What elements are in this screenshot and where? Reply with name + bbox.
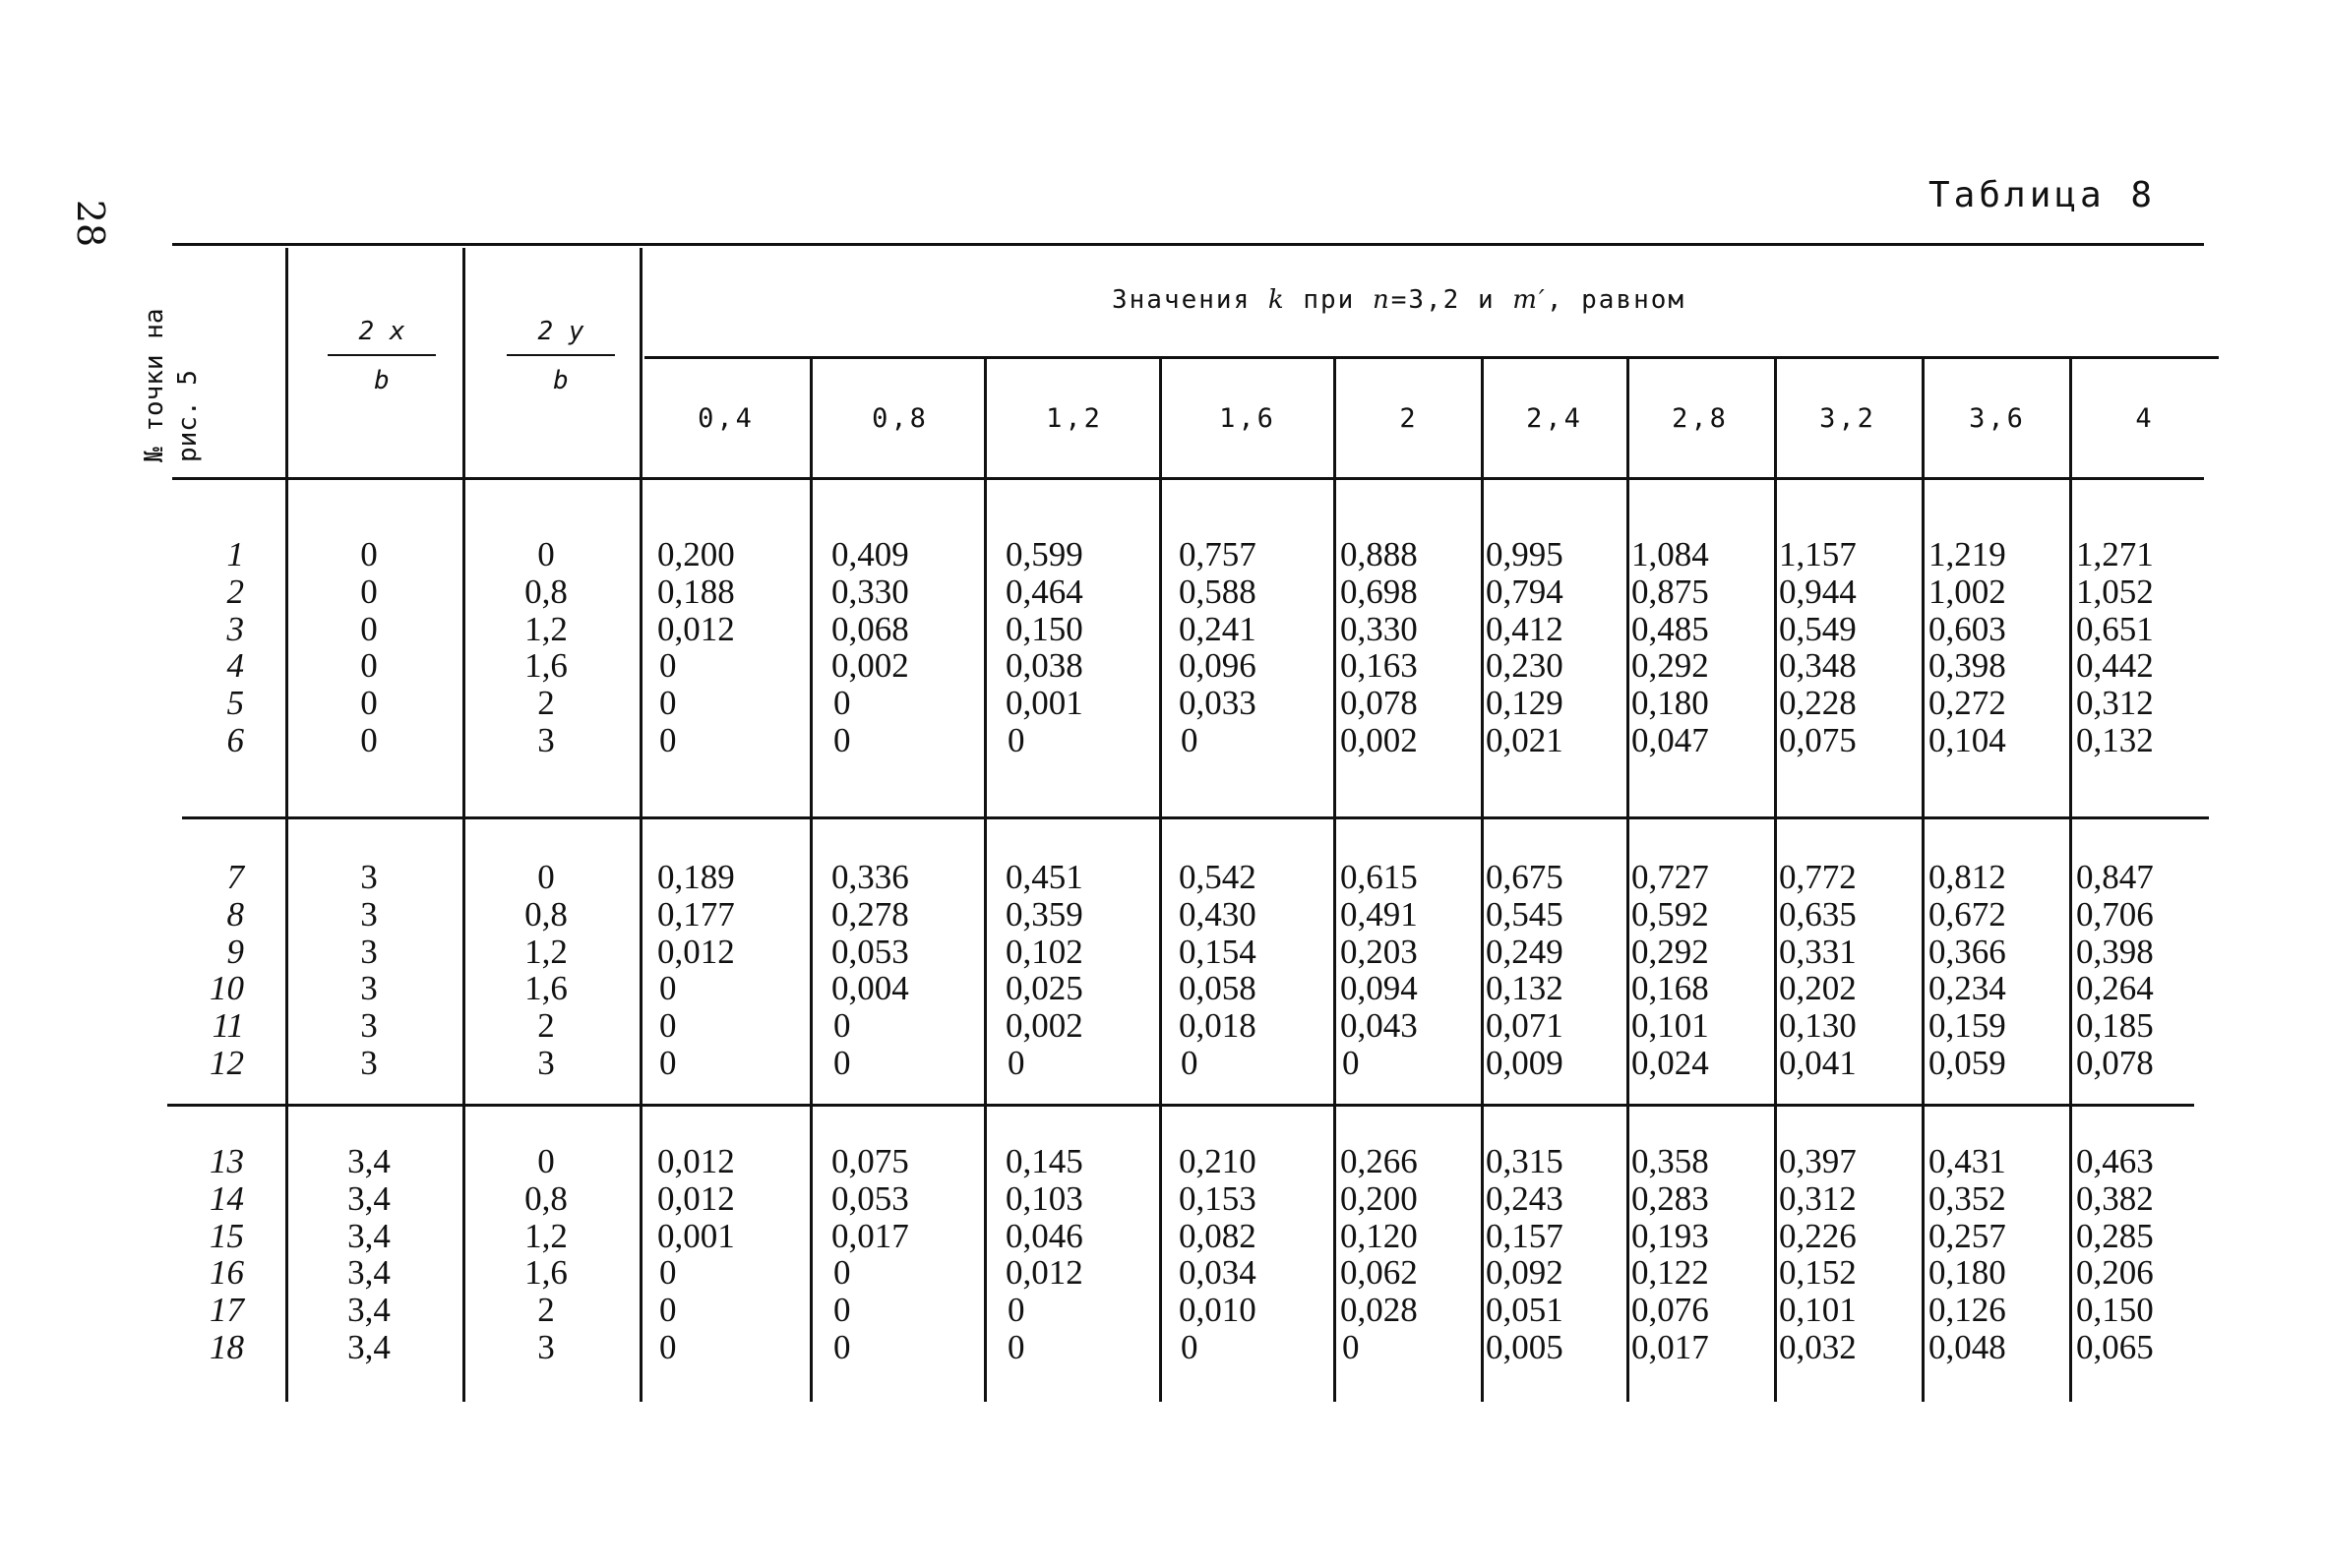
k-value: 0,159 (1928, 1006, 2006, 1046)
y-ratio-value: 1,6 (524, 646, 568, 686)
k-value: 0,163 (1340, 646, 1418, 686)
k-value: 0,017 (831, 1216, 909, 1255)
k-values-group-header: Значения k при n=3,2 и m′, равном (1112, 285, 1686, 315)
k-value: 0,104 (1928, 721, 2006, 759)
column-rule (984, 359, 987, 1402)
m-value-header: 2,8 (1672, 403, 1729, 434)
k-value: 0,257 (1928, 1216, 2006, 1255)
k-value: 0,348 (1779, 646, 1857, 686)
k-value: 0,243 (1486, 1178, 1563, 1218)
k-value: 0,283 (1631, 1178, 1709, 1218)
k-value: 0 (1181, 721, 1198, 759)
y-ratio-value: 3 (537, 721, 555, 759)
x-ratio-value: 3 (360, 894, 378, 934)
k-value: 0,757 (1179, 535, 1256, 573)
k-value: 0,168 (1631, 969, 1709, 1008)
k-value: 0,157 (1486, 1216, 1563, 1255)
k-value: 0 (659, 721, 677, 759)
page-number: 28 (69, 199, 113, 248)
y-ratio-value: 2 (537, 1291, 555, 1330)
x-ratio-value: 3,4 (347, 1253, 391, 1293)
k-value: 0,228 (1779, 684, 1857, 723)
point-number: 15 (210, 1216, 244, 1255)
point-number: 10 (210, 969, 244, 1008)
k-value: 0,203 (1340, 932, 1418, 971)
k-value: 0,177 (657, 894, 735, 934)
k-value: 0,727 (1631, 858, 1709, 896)
k-value: 0,249 (1486, 932, 1563, 971)
point-number: 8 (226, 894, 244, 934)
k-value: 0,185 (2076, 1006, 2154, 1046)
k-value: 0,046 (1006, 1216, 1083, 1255)
column-rule (2069, 359, 2072, 1402)
k-value: 0,126 (1928, 1291, 2006, 1330)
k-value: 0,101 (1779, 1291, 1857, 1330)
k-value: 0 (659, 1253, 677, 1293)
k-value: 0,047 (1631, 721, 1709, 759)
k-value: 0,021 (1486, 721, 1563, 759)
k-value: 0,545 (1486, 894, 1563, 934)
x-ratio-value: 3,4 (347, 1328, 391, 1366)
y-ratio-value: 0,8 (524, 572, 568, 611)
k-value: 0,200 (657, 535, 735, 573)
k-value: 0 (1008, 1291, 1025, 1330)
k-value: 0,330 (831, 572, 909, 611)
k-value: 0,032 (1779, 1328, 1857, 1366)
x-ratio-header: 2 x b (313, 317, 451, 395)
k-value: 0,206 (2076, 1253, 2154, 1293)
header-bottom-rule (172, 477, 2204, 480)
k-value: 0,012 (657, 609, 735, 648)
k-value: 0,188 (657, 572, 735, 611)
column-rule (1774, 359, 1777, 1402)
k-value: 0,001 (1006, 684, 1083, 723)
k-value: 0,464 (1006, 572, 1083, 611)
x-ratio-value: 0 (360, 646, 378, 686)
k-value: 0,033 (1179, 684, 1256, 723)
k-value: 0,053 (831, 1178, 909, 1218)
k-value: 0,092 (1486, 1253, 1563, 1293)
m-value-header: 0,4 (698, 403, 755, 434)
m-value-header: 2,4 (1526, 403, 1583, 434)
k-value: 0,202 (1779, 969, 1857, 1008)
k-value: 0 (833, 1291, 851, 1330)
y-ratio-value: 1,6 (524, 969, 568, 1008)
k-value: 0,018 (1179, 1006, 1256, 1046)
k-value: 0,075 (1779, 721, 1857, 759)
point-number: 9 (226, 932, 244, 971)
point-number: 11 (212, 1006, 244, 1046)
k-value: 0,065 (2076, 1328, 2154, 1366)
k-value: 0,463 (2076, 1142, 2154, 1180)
k-value: 0,078 (2076, 1044, 2154, 1082)
k-value: 0 (659, 969, 677, 1008)
k-value: 0,076 (1631, 1291, 1709, 1330)
point-number: 2 (226, 572, 244, 611)
m-value-header: 0,8 (872, 403, 929, 434)
k-value: 0,278 (831, 894, 909, 934)
k-value: 0,053 (831, 932, 909, 971)
k-value: 0,442 (2076, 646, 2154, 686)
k-value: 0,012 (657, 1142, 735, 1180)
k-value: 0 (1342, 1044, 1360, 1082)
k-value: 0,706 (2076, 894, 2154, 934)
k-value: 0,431 (1928, 1142, 2006, 1180)
k-value: 0,028 (1340, 1291, 1418, 1330)
k-value: 0,336 (831, 858, 909, 896)
x-ratio-value: 3,4 (347, 1142, 391, 1180)
k-value: 0 (659, 1044, 677, 1082)
k-value: 0,315 (1486, 1142, 1563, 1180)
k-value: 0,193 (1631, 1216, 1709, 1255)
k-value: 0,847 (2076, 858, 2154, 896)
m-value-header: 3,6 (1969, 403, 2026, 434)
x-ratio-value: 3,4 (347, 1216, 391, 1255)
y-ratio-value: 0 (537, 1142, 555, 1180)
k-value: 0,189 (657, 858, 735, 896)
k-value: 0,132 (2076, 721, 2154, 759)
k-value: 0,150 (2076, 1291, 2154, 1330)
k-value: 1,157 (1779, 535, 1857, 573)
x-ratio-value: 3 (360, 1006, 378, 1046)
column-rule (1626, 359, 1629, 1402)
k-value: 0,180 (1928, 1253, 2006, 1293)
y-ratio-value: 1,2 (524, 1216, 568, 1255)
k-value: 0,152 (1779, 1253, 1857, 1293)
column-rule (1481, 359, 1484, 1402)
k-value: 0,358 (1631, 1142, 1709, 1180)
k-value: 0,292 (1631, 646, 1709, 686)
k-value: 0 (659, 1006, 677, 1046)
y-ratio-header: 2 y b (492, 317, 630, 395)
k-value: 0,002 (1006, 1006, 1083, 1046)
k-value: 0,058 (1179, 969, 1256, 1008)
k-value: 0,062 (1340, 1253, 1418, 1293)
k-value: 0,048 (1928, 1328, 2006, 1366)
k-value: 0 (659, 1291, 677, 1330)
x-ratio-value: 0 (360, 609, 378, 648)
k-value: 0,382 (2076, 1178, 2154, 1218)
k-value: 0,651 (2076, 609, 2154, 648)
k-value: 0,944 (1779, 572, 1857, 611)
k-value: 0,103 (1006, 1178, 1083, 1218)
k-value: 0,094 (1340, 969, 1418, 1008)
k-value: 0,102 (1006, 932, 1083, 971)
k-value: 0,010 (1179, 1291, 1256, 1330)
k-value: 1,084 (1631, 535, 1709, 573)
k-value: 0,266 (1340, 1142, 1418, 1180)
point-number: 14 (210, 1178, 244, 1218)
y-ratio-value: 0 (537, 858, 555, 896)
k-value: 0 (1181, 1044, 1198, 1082)
k-value: 0,150 (1006, 609, 1083, 648)
k-value: 0,430 (1179, 894, 1256, 934)
k-value: 0,005 (1486, 1328, 1563, 1366)
k-value: 0,599 (1006, 535, 1083, 573)
x-ratio-value: 3 (360, 858, 378, 896)
k-value: 0,285 (2076, 1216, 2154, 1255)
k-value: 0,001 (657, 1216, 735, 1255)
k-value: 0,698 (1340, 572, 1418, 611)
k-value: 0,234 (1928, 969, 2006, 1008)
point-number: 4 (226, 646, 244, 686)
k-value: 0,078 (1340, 684, 1418, 723)
k-value: 0 (659, 646, 677, 686)
y-ratio-value: 0 (537, 535, 555, 573)
column-rule (1333, 359, 1336, 1402)
x-ratio-value: 3 (360, 1044, 378, 1082)
group-divider-1 (182, 816, 2209, 819)
k-value: 0 (659, 684, 677, 723)
k-value: 0,888 (1340, 535, 1418, 573)
point-number: 18 (210, 1328, 244, 1366)
point-number: 3 (226, 609, 244, 648)
k-value: 0,025 (1006, 969, 1083, 1008)
x-ratio-value: 3 (360, 932, 378, 971)
point-number: 5 (226, 684, 244, 723)
k-value: 0,330 (1340, 609, 1418, 648)
k-value: 0,230 (1486, 646, 1563, 686)
point-number: 1 (226, 535, 244, 573)
column-rule (462, 248, 465, 1402)
k-value: 0,312 (1779, 1178, 1857, 1218)
k-value: 0,412 (1486, 609, 1563, 648)
top-rule (172, 243, 2204, 246)
k-value: 0,043 (1340, 1006, 1418, 1046)
x-ratio-value: 0 (360, 721, 378, 759)
k-value: 0 (833, 1044, 851, 1082)
k-value: 0,875 (1631, 572, 1709, 611)
k-value: 0,154 (1179, 932, 1256, 971)
k-value: 1,271 (2076, 535, 2154, 573)
y-ratio-value: 3 (537, 1044, 555, 1082)
column-rule (285, 248, 288, 1402)
x-ratio-value: 3 (360, 969, 378, 1008)
y-ratio-value: 2 (537, 1006, 555, 1046)
m-value-header: 2 (1399, 403, 1419, 434)
column-rule (1159, 359, 1162, 1402)
m-value-header: 1,2 (1046, 403, 1103, 434)
k-value: 0,794 (1486, 572, 1563, 611)
x-ratio-value: 0 (360, 535, 378, 573)
k-value: 0,603 (1928, 609, 2006, 648)
group-divider-2 (167, 1104, 2194, 1107)
k-value: 0,398 (2076, 932, 2154, 971)
k-value: 0,004 (831, 969, 909, 1008)
k-value: 0,012 (657, 932, 735, 971)
point-number: 12 (210, 1044, 244, 1082)
k-value: 0,096 (1179, 646, 1256, 686)
table-title: Таблица 8 (1928, 175, 2157, 215)
k-value: 0,145 (1006, 1142, 1083, 1180)
m-value-header: 1,6 (1219, 403, 1276, 434)
k-value: 0,120 (1340, 1216, 1418, 1255)
k-value: 0,051 (1486, 1291, 1563, 1330)
k-value: 0,995 (1486, 535, 1563, 573)
k-value: 0,180 (1631, 684, 1709, 723)
k-value: 0,034 (1179, 1253, 1256, 1293)
k-value: 0,101 (1631, 1006, 1709, 1046)
k-value: 0 (1008, 1328, 1025, 1366)
k-value: 0,359 (1006, 894, 1083, 934)
k-value: 0 (1342, 1328, 1360, 1366)
k-value: 1,052 (2076, 572, 2154, 611)
x-ratio-value: 3,4 (347, 1291, 391, 1330)
k-value: 0,071 (1486, 1006, 1563, 1046)
k-value: 0,012 (1006, 1253, 1083, 1293)
k-value: 0,130 (1779, 1006, 1857, 1046)
k-value: 0,812 (1928, 858, 2006, 896)
k-value: 0,009 (1486, 1044, 1563, 1082)
k-value: 0,352 (1928, 1178, 2006, 1218)
k-value: 0,485 (1631, 609, 1709, 648)
k-value: 0,542 (1179, 858, 1256, 896)
y-ratio-value: 1,6 (524, 1253, 568, 1293)
y-ratio-value: 0,8 (524, 1178, 568, 1218)
point-number: 7 (226, 858, 244, 896)
k-value: 0,331 (1779, 932, 1857, 971)
k-value: 0,366 (1928, 932, 2006, 971)
k-value: 0,002 (1340, 721, 1418, 759)
y-ratio-value: 1,2 (524, 932, 568, 971)
k-value: 0,264 (2076, 969, 2154, 1008)
point-number: 17 (210, 1291, 244, 1330)
y-ratio-value: 3 (537, 1328, 555, 1366)
k-value: 0,068 (831, 609, 909, 648)
k-value: 0,129 (1486, 684, 1563, 723)
k-value: 0 (833, 1253, 851, 1293)
k-value: 0,038 (1006, 646, 1083, 686)
k-value: 0,200 (1340, 1178, 1418, 1218)
k-value: 0 (833, 684, 851, 723)
k-value: 0,549 (1779, 609, 1857, 648)
k-value: 0,059 (1928, 1044, 2006, 1082)
k-value: 0,122 (1631, 1253, 1709, 1293)
k-value: 0,241 (1179, 609, 1256, 648)
k-value: 0,153 (1179, 1178, 1256, 1218)
k-value: 0,491 (1340, 894, 1418, 934)
k-value: 0,132 (1486, 969, 1563, 1008)
point-number-header: № точки на рис. 5 (140, 308, 203, 462)
x-ratio-value: 3,4 (347, 1178, 391, 1218)
k-value: 0,002 (831, 646, 909, 686)
k-value: 0 (1181, 1328, 1198, 1366)
k-value: 0,210 (1179, 1142, 1256, 1180)
k-value: 0,409 (831, 535, 909, 573)
k-value: 0,615 (1340, 858, 1418, 896)
k-value: 0,226 (1779, 1216, 1857, 1255)
y-ratio-value: 0,8 (524, 894, 568, 934)
m-value-header: 3,2 (1819, 403, 1876, 434)
point-number: 16 (210, 1253, 244, 1293)
k-value: 0,272 (1928, 684, 2006, 723)
k-value: 0,312 (2076, 684, 2154, 723)
k-value: 0,041 (1779, 1044, 1857, 1082)
k-value: 0,024 (1631, 1044, 1709, 1082)
k-value: 0,635 (1779, 894, 1857, 934)
k-value: 0 (1008, 721, 1025, 759)
k-value: 0 (833, 1006, 851, 1046)
k-value: 0 (833, 1328, 851, 1366)
point-number: 6 (226, 721, 244, 759)
x-ratio-value: 0 (360, 572, 378, 611)
k-value: 1,219 (1928, 535, 2006, 573)
k-value: 0,675 (1486, 858, 1563, 896)
y-ratio-value: 1,2 (524, 609, 568, 648)
k-value: 0,592 (1631, 894, 1709, 934)
k-value: 0 (1008, 1044, 1025, 1082)
column-rule (640, 248, 642, 1402)
k-value: 1,002 (1928, 572, 2006, 611)
y-ratio-value: 2 (537, 684, 555, 723)
k-value: 0,588 (1179, 572, 1256, 611)
point-number: 13 (210, 1142, 244, 1180)
k-value: 0,398 (1928, 646, 2006, 686)
k-value: 0,397 (1779, 1142, 1857, 1180)
group-header-rule (644, 356, 2219, 359)
k-value: 0,017 (1631, 1328, 1709, 1366)
k-value: 0,012 (657, 1178, 735, 1218)
k-value: 0,082 (1179, 1216, 1256, 1255)
x-ratio-value: 0 (360, 684, 378, 723)
k-value: 0 (833, 721, 851, 759)
column-rule (1922, 359, 1925, 1402)
k-value: 0,292 (1631, 932, 1709, 971)
k-value: 0,672 (1928, 894, 2006, 934)
k-value: 0 (659, 1328, 677, 1366)
k-value: 0,451 (1006, 858, 1083, 896)
m-value-header: 4 (2135, 403, 2155, 434)
k-value: 0,075 (831, 1142, 909, 1180)
k-value: 0,772 (1779, 858, 1857, 896)
column-rule (810, 359, 813, 1402)
